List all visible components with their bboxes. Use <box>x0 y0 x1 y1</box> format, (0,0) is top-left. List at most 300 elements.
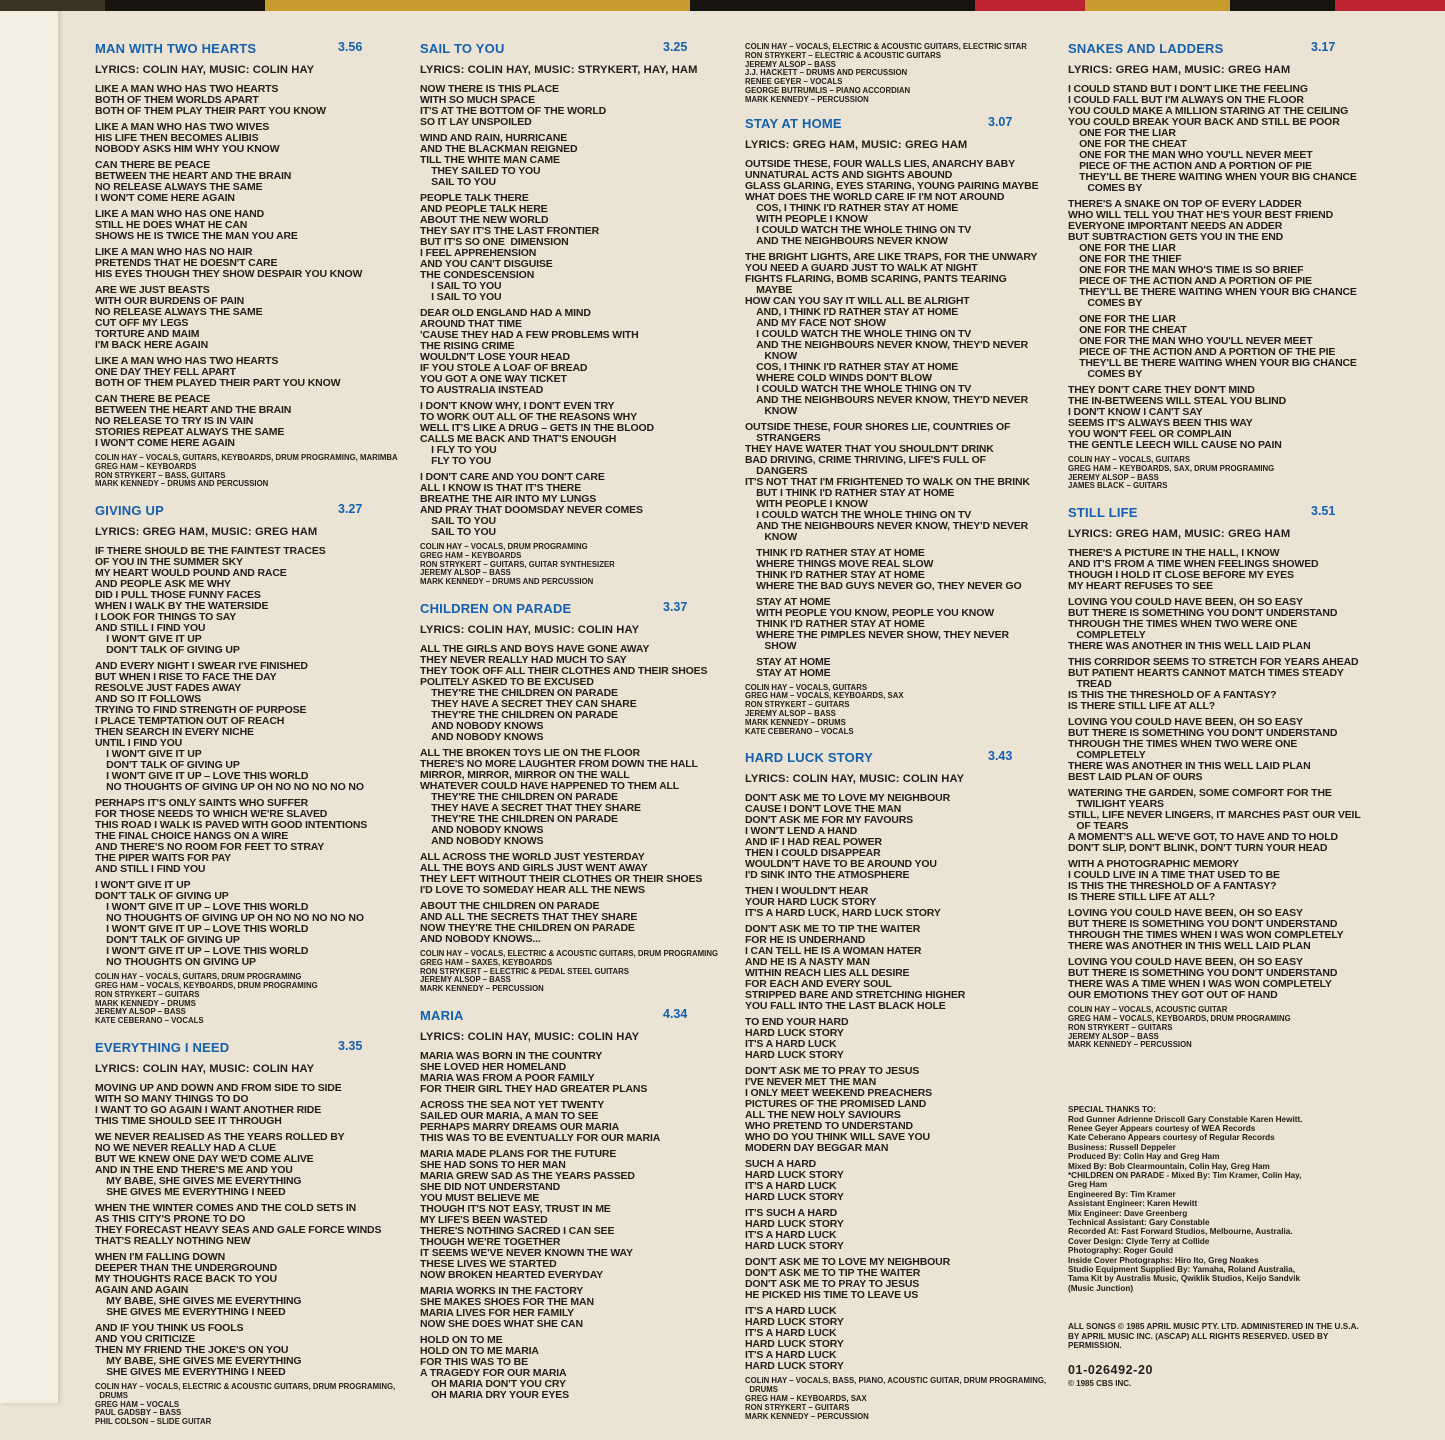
lyric-line: BUT I THINK I'D RATHER STAY AT HOME <box>745 486 955 499</box>
lyric-line: YOU COULD MAKE A MILLION STARING AT THE CEILING <box>1068 105 1349 117</box>
lyric-line: NO THOUGHTS ON GIVING UP <box>95 956 256 969</box>
lyric-line: WHO DO YOU THINK WILL SAVE YOU <box>745 1131 930 1144</box>
lyric-line: MY HEART REFUSES TO SEE <box>1068 580 1213 593</box>
lyric-line: THIS WAS TO BE EVENTUALLY FOR OUR MARIA <box>420 1131 661 1144</box>
lyric-line: THE FINAL CHOICE HANGS ON A WIRE <box>95 830 289 843</box>
credit-line: JAMES BLACK – GUITARS <box>1068 481 1168 491</box>
musician-credits <box>420 543 734 587</box>
lyric-line: DON'T TALK OF GIVING UP <box>95 890 229 903</box>
note-line: Engineered By: Tim Kramer <box>1068 1189 1176 1199</box>
lyric-line: THINK I'D RATHER STAY AT HOME <box>745 617 925 630</box>
lyric-line: THROUGH THE TIMES WHEN TWO WERE ONE <box>1068 618 1298 631</box>
lyric-line: BETWEEN THE HEART AND THE BRAIN <box>95 404 292 416</box>
credit-line: JEREMY ALSOP – BASS <box>1068 1031 1159 1041</box>
lyric-line: WITHIN REACH LIES ALL DESIRE <box>745 967 910 980</box>
lyric-line: POLITELY ASKED TO BE EXCUSED <box>420 675 594 688</box>
lyric-line: THERE WAS ANOTHER IN THIS WELL LAID PLAN <box>1068 940 1311 953</box>
credit-line: MARK KENNEDY – DRUMS AND PERCUSSION <box>420 577 594 587</box>
credit-line: COLIN HAY – VOCALS, ELECTRIC & ACOUSTIC GUITARS, DRUM PROGRAMING, <box>95 1381 396 1391</box>
note-line: Renee Geyer Appears courtesy of WEA Records <box>1068 1123 1256 1133</box>
song-header <box>95 40 409 58</box>
lyric-line: DON'T ASK ME TO PRAY TO JESUS <box>745 1278 920 1291</box>
lyric-line: THEN SEARCH IN EVERY NICHE <box>95 726 254 739</box>
credit-line: DRUMS <box>745 1385 778 1395</box>
credit-line: JEREMY ALSOP – BASS <box>420 568 511 578</box>
lyric-line: WELL IT'S LIKE A DRUG – GETS IN THE BLOOD <box>420 422 654 434</box>
note-line: Cover Design: Clyde Terry at Collide <box>1068 1236 1210 1246</box>
lyric-line: LOVING YOU COULD HAVE BEEN, OH SO EASY <box>1068 596 1303 609</box>
lyric-line: WHEN I'M FALLING DOWN <box>95 1250 225 1263</box>
lyric-line: I WON'T GIVE IT UP – LOVE THIS WORLD <box>95 923 309 936</box>
lyric-line: OUTSIDE THESE, FOUR SHORES LIE, COUNTRIES OF <box>745 420 1011 433</box>
verse <box>420 901 734 945</box>
note-line: SPECIAL THANKS TO: <box>1068 1105 1156 1115</box>
verse <box>95 84 409 117</box>
lyric-line: WITH OUR BURDENS OF PAIN <box>95 295 245 307</box>
lyric-line: AND HE IS A NASTY MAN <box>745 956 870 969</box>
lyric-line: THAT'S REALLY NOTHING NEW <box>95 1234 251 1247</box>
lyric-line: WITH SO MUCH SPACE <box>420 94 535 106</box>
lyric-line: YOU WON'T FEEL OR COMPLAIN <box>1068 428 1232 440</box>
lyric-line: SUCH A HARD <box>745 1158 817 1171</box>
song-section <box>420 600 734 994</box>
lyric-line: AND ALL THE SECRETS THAT THEY SHARE <box>420 910 638 923</box>
song-header <box>745 115 1063 133</box>
lyric-line: I COULD WATCH THE WHOLE THING ON TV <box>745 223 972 236</box>
lyric-line: HE PICKED HIS TIME TO LEAVE US <box>745 1289 919 1302</box>
lyric-line: OH MARIA DON'T YOU CRY <box>420 1377 566 1390</box>
credit-line: COLIN HAY – VOCALS, ACOUSTIC GUITAR <box>1068 1005 1228 1015</box>
lyric-line: WIND AND RAIN, HURRICANE <box>420 132 568 144</box>
lyric-line: IT'S A HARD LUCK <box>745 1349 837 1362</box>
song-section <box>420 40 734 587</box>
lyric-line: I WON'T COME HERE AGAIN <box>95 192 235 204</box>
lyric-line: ALL THE NEW HOLY SAVIOURS <box>745 1109 901 1122</box>
lyric-line: AND STILL I FIND YOU <box>95 863 206 876</box>
lyric-line: THEN MY FRIEND THE JOKE'S ON YOU <box>95 1343 289 1356</box>
lyric-line: AND NOBODY KNOWS <box>420 730 544 743</box>
lyric-line: AND SO IT FOLLOWS <box>95 693 201 706</box>
lyric-line: THEY'RE THE CHILDREN ON PARADE <box>420 812 618 825</box>
song-title: STILL LIFE <box>1068 505 1138 521</box>
lyric-line: AND EVERY NIGHT I SWEAR I'VE FINISHED <box>95 660 308 673</box>
lyric-line: HOLD ON TO ME <box>420 1333 503 1346</box>
musician-credits <box>1068 456 1394 491</box>
lyric-line: ACROSS THE SEA NOT YET TWENTY <box>420 1098 605 1111</box>
song-duration: 3.25 <box>663 40 688 54</box>
credit-line: GREG HAM – KEYBOARDS <box>95 461 197 471</box>
credit-line: JEREMY ALSOP – BASS <box>745 59 836 69</box>
lyric-line: SO IT LAY UNSPOILED <box>420 116 532 128</box>
lyric-line: WE NEVER REALISED AS THE YEARS ROLLED BY <box>95 1130 345 1143</box>
lyric-line: NO WE NEVER REALLY HAD A CLUE <box>95 1141 276 1154</box>
lyric-line: DON'T ASK ME TO TIP THE WAITER <box>745 923 921 936</box>
credit-line: RON STRYKERT – ELECTRIC & PEDAL STEEL GUITARS <box>420 966 629 976</box>
lyric-line: NO RELEASE ALWAYS THE SAME <box>95 181 263 193</box>
lyric-line: DON'T ASK ME TO LOVE MY NEIGHBOUR <box>745 1256 951 1269</box>
lyric-line: STILL, LIFE NEVER LINGERS, IT MARCHES PAST OUR VEIL <box>1068 809 1361 822</box>
song-title: MARIA <box>420 1007 464 1023</box>
note-line: Photography: Roger Gould <box>1068 1246 1174 1256</box>
lyric-line: HOLD ON TO ME MARIA <box>420 1344 539 1357</box>
lyric-line: UNNATURAL ACTS AND SIGHTS ABOUND <box>745 168 953 181</box>
credit-line: COLIN HAY – VOCALS, GUITARS, KEYBOARDS, DRUM PROGRAMING, MARIMBA <box>95 453 398 462</box>
lyric-line: I ONLY MEET WEEKEND PREACHERS <box>745 1087 933 1100</box>
lyric-line: NOW SHE DOES WHAT SHE CAN <box>420 1317 583 1330</box>
lyric-line: WITH PEOPLE I KNOW <box>745 497 868 510</box>
verse <box>95 247 409 280</box>
lyric-line: I WON'T GIVE IT UP – LOVE THIS WORLD <box>95 770 309 783</box>
verse <box>745 159 1063 247</box>
song-header <box>420 600 734 618</box>
lyric-line: I COULD WATCH THE WHOLE THING ON TV <box>745 327 972 340</box>
lyric-line: UNTIL I FIND YOU <box>95 737 183 750</box>
lyric-line: HARD LUCK STORY <box>745 1316 844 1329</box>
credit-line: RON STRYKERT – GUITARS <box>745 1402 850 1412</box>
lyric-line: YOU NEED A GUARD JUST TO WALK AT NIGHT <box>745 261 978 274</box>
verse <box>420 748 734 847</box>
lyric-line: THEY'RE THE CHILDREN ON PARADE <box>420 790 618 803</box>
note-line: PERMISSION. <box>1068 1341 1122 1351</box>
lyric-line: MY BABE, SHE GIVES ME EVERYTHING <box>95 1354 302 1367</box>
note-line: Produced By: Colin Hay and Greg Ham <box>1068 1152 1220 1162</box>
lyric-line: AND THE NEIGHBOURS NEVER KNOW, THEY'D NEVER <box>745 338 1029 351</box>
lyric-line: KNOW <box>745 530 798 543</box>
credit-line: MARK KENNEDY – PERCUSSION <box>745 94 869 104</box>
credit-line: GREG HAM – VOCALS, KEYBOARDS, DRUM PROGRAMING <box>95 980 318 990</box>
lyric-line: IT SEEMS WE'VE NEVER KNOWN THE WAY <box>420 1246 633 1259</box>
lyric-line: OF YOU IN THE SUMMER SKY <box>95 556 243 569</box>
note-line: Studio Equipment Supplied By: Yamaha, Roland Australia, <box>1068 1265 1296 1275</box>
song-byline: LYRICS: COLIN HAY, MUSIC: COLIN HAY <box>420 623 640 636</box>
lyric-line: OH MARIA DRY YOUR EYES <box>420 1388 569 1401</box>
verse <box>95 546 409 656</box>
lyric-line: AROUND THAT TIME <box>420 318 522 330</box>
credit-line: MARK KENNEDY – DRUMS <box>745 717 846 727</box>
note-line: Kate Ceberano Appears courtesy of Regular Records <box>1068 1133 1275 1143</box>
lyric-line: FOR THEIR GIRL THEY HAD GREATER PLANS <box>420 1082 648 1095</box>
verse <box>95 285 409 351</box>
verse <box>420 1051 734 1095</box>
lyric-line: ONE FOR THE MAN WHO YOU'LL NEVER MEET <box>1068 149 1313 161</box>
verse <box>745 1257 1063 1301</box>
song-title: STAY AT HOME <box>745 115 842 131</box>
musician-credits <box>1068 1006 1394 1050</box>
lyric-line: MARIA LIVES FOR HER FAMILY <box>420 1306 575 1319</box>
credit-line: COLIN HAY – VOCALS, BASS, PIANO, ACOUSTIC GUITAR, DRUM PROGRAMING, <box>745 1376 1047 1386</box>
lyric-line: TORTURE AND MAIM <box>95 328 200 340</box>
lyric-line: THERE WAS A TIME WHEN I WAS WON COMPLETELY <box>1068 978 1332 991</box>
song-title: SAIL TO YOU <box>420 41 505 56</box>
lyric-line: WHAT DOES THE WORLD CARE IF I'M NOT AROUND <box>745 190 1005 203</box>
lyric-line: SHE GIVES ME EVERYTHING I NEED <box>95 1365 286 1378</box>
lyrics-column <box>745 40 1063 1434</box>
lyric-line: BETWEEN THE HEART AND THE BRAIN <box>95 170 292 182</box>
note-line: Tama Kit by Australis Music, Qwiklik Studios, Keijo Sandvik <box>1068 1274 1301 1284</box>
lyric-line: NOW BROKEN HEARTED EVERYDAY <box>420 1268 604 1281</box>
lyric-line: I WON'T GIVE IT UP – LOVE THIS WORLD <box>95 901 309 914</box>
song-duration: 3.37 <box>663 599 688 614</box>
credit-line: MARK KENNEDY – DRUMS AND PERCUSSION <box>95 479 269 489</box>
song-duration: 3.35 <box>338 1038 363 1053</box>
song-header <box>95 1039 409 1057</box>
lyric-line: FOR HE IS UNDERHAND <box>745 934 866 947</box>
lyric-line: THEY NEVER REALLY HAD MUCH TO SAY <box>420 653 627 666</box>
lyric-line: STAY AT HOME <box>745 655 831 668</box>
lyric-line: FOR THIS WAS TO BE <box>420 1355 528 1368</box>
lyric-line: BOTH OF THEM PLAY THEIR PART YOU KNOW <box>95 105 326 117</box>
lyric-line: HIS EYES THOUGH THEY SHOW DESPAIR YOU KNOW <box>95 268 363 280</box>
lyric-line: THE GENTLE LEECH WILL CAUSE NO PAIN <box>1068 439 1282 451</box>
note-line: ALL SONGS © 1985 APRIL MUSIC PTY. LTD. ADMINISTERED IN THE U.S.A. <box>1068 1322 1359 1331</box>
credit-line: COLIN HAY – VOCALS, GUITARS <box>745 682 868 692</box>
verse <box>745 657 1063 679</box>
verse <box>745 1306 1063 1372</box>
lyric-line: HARD LUCK STORY <box>745 1360 844 1373</box>
lyric-line: IT'S A HARD LUCK <box>745 1038 837 1051</box>
lyric-line: TRYING TO FIND STRENGTH OF PURPOSE <box>95 704 307 717</box>
lyric-line: THIS CORRIDOR SEEMS TO STRETCH FOR YEARS AHEAD <box>1068 656 1359 669</box>
note-line: *CHILDREN ON PARADE - Mixed By: Tim Kramer, Colin Hay, <box>1068 1171 1302 1181</box>
song-section <box>1068 504 1394 1050</box>
catalog-number: 01-026492-20 <box>1068 1362 1154 1377</box>
credit-line: COLIN HAY – VOCALS, ELECTRIC & ACOUSTIC GUITARS, DRUM PROGRAMING <box>420 948 719 958</box>
lyric-line: DID I PULL THOSE FUNNY FACES <box>95 589 261 602</box>
lyric-line: FLY TO YOU <box>420 455 492 467</box>
lyric-line: WITH SO MANY THINGS TO DO <box>95 1092 249 1105</box>
lyric-line: AND NOBODY KNOWS <box>420 834 544 847</box>
verse <box>95 122 409 155</box>
lyric-line: CAN THERE BE PEACE <box>95 159 211 171</box>
lyric-line: BAD DRIVING, CRIME THRIVING, LIFE'S FULL OF <box>745 453 986 466</box>
lyric-line: I WON'T COME HERE AGAIN <box>95 437 235 449</box>
lyric-line: I WON'T GIVE IT UP <box>95 633 202 646</box>
lyric-line: THE IN-BETWEENS WILL STEAL YOU BLIND <box>1068 395 1287 407</box>
lyric-line: PERHAPS IT'S ONLY SAINTS WHO SUFFER <box>95 797 309 810</box>
lyric-line: IT'S A HARD LUCK <box>745 1180 837 1193</box>
lyric-line: AND IT'S FROM A TIME WHEN FEELINGS SHOWED <box>1068 558 1319 571</box>
note-line: BY APRIL MUSIC INC. (ASCAP) ALL RIGHTS RESERVED. USED BY <box>1068 1331 1329 1341</box>
lyric-line: AND PEOPLE ASK ME WHY <box>95 578 231 591</box>
lyric-line: ONE FOR THE THIEF <box>1068 253 1182 265</box>
lyric-line: FOR THOSE NEEDS TO WHICH WE'RE SLAVED <box>95 808 328 821</box>
verse <box>745 1066 1063 1154</box>
lyric-line: A TRAGEDY FOR OUR MARIA <box>420 1366 567 1379</box>
lyric-line: CUT OFF MY LEGS <box>95 317 189 329</box>
credit-line: COLIN HAY – VOCALS, GUITARS <box>1068 455 1191 464</box>
lyric-line: TILL THE WHITE MAN CAME <box>420 154 560 166</box>
lyric-line: LIKE A MAN WHO HAS TWO WIVES <box>95 121 270 133</box>
lyric-line: NO THOUGHTS OF GIVING UP OH NO NO NO NO NO <box>95 781 364 794</box>
lyric-line: AND YOU CAN'T DISGUISE <box>420 258 553 270</box>
verse <box>1068 657 1394 712</box>
lyric-line: DEEPER THAN THE UNDERGROUND <box>95 1261 278 1274</box>
credit-line: RON STRYKERT – ELECTRIC & ACOUSTIC GUITARS <box>745 50 941 60</box>
lyric-line: COMES BY <box>1068 182 1143 194</box>
song-duration: 3.07 <box>988 114 1013 129</box>
lyric-line: HARD LUCK STORY <box>745 1338 844 1351</box>
lyric-line: MARIA WAS FROM A POOR FAMILY <box>420 1071 595 1084</box>
lyric-line: BUT THERE IS SOMETHING YOU DON'T UNDERSTAND <box>1068 607 1338 620</box>
lyric-line: STAY AT HOME <box>745 666 831 679</box>
note-line: Mixed By: Bob Clearmountain, Colin Hay, Greg Ham <box>1068 1161 1270 1171</box>
song-byline: LYRICS: COLIN HAY, MUSIC: COLIN HAY <box>95 64 315 76</box>
lyric-line: THEY LEFT WITHOUT THEIR CLOTHES OR THEIR SHOES <box>420 872 703 885</box>
lyrics-column <box>95 40 409 1440</box>
lyric-line: LIKE A MAN WHO HAS TWO HEARTS <box>95 83 279 95</box>
lyric-line: THEY DON'T CARE THEY DON'T MIND <box>1068 384 1255 396</box>
lyric-line: I'D LOVE TO SOMEDAY HEAR ALL THE NEWS <box>420 883 645 896</box>
lyric-line: PIECE OF THE ACTION AND A PORTION OF THE PIE <box>1068 346 1336 358</box>
lyric-line: COMPLETELY <box>1068 749 1146 762</box>
lyric-line: LIKE A MAN WHO HAS TWO HEARTS <box>95 355 279 367</box>
lyric-line: WHATEVER COULD HAVE HAPPENED TO THEM ALL <box>420 779 680 792</box>
lyric-line: CAN THERE BE PEACE <box>95 393 211 405</box>
verse <box>1068 84 1394 194</box>
verse <box>745 793 1063 881</box>
verse <box>420 193 734 303</box>
lyric-line: NOW THEY'RE THE CHILDREN ON PARADE <box>420 921 635 934</box>
credit-line: J.J. HACKETT – DRUMS AND PERCUSSION <box>745 68 908 78</box>
lyric-line: BOTH OF THEM WORLDS APART <box>95 94 259 106</box>
lyric-line: YOU FALL INTO THE LAST BLACK HOLE <box>745 1000 946 1013</box>
song-title: MAN WITH TWO HEARTS <box>95 41 257 56</box>
lyric-line: THOUGH WE'RE TOGETHER <box>420 1235 561 1248</box>
lyric-line: THEY FORECAST HEAVY SEAS AND GALE FORCE WINDS <box>95 1223 382 1236</box>
lyric-line: COMES BY <box>1068 368 1143 380</box>
musician-credits <box>95 973 409 1026</box>
lyric-line: MY BABE, SHE GIVES ME EVERYTHING <box>95 1294 302 1307</box>
lyric-line: STRANGERS <box>745 431 821 444</box>
lyric-line: YOUR HARD LUCK STORY <box>745 896 877 909</box>
lyric-line: BOTH OF THEM PLAYED THEIR PART YOU KNOW <box>95 377 341 389</box>
song-duration: 3.51 <box>1311 504 1336 519</box>
verse <box>95 1083 409 1127</box>
lyric-line: HIS LIFE THEN BECOMES ALIBIS <box>95 132 259 144</box>
lyric-line: AND STILL I FIND YOU <box>95 622 206 635</box>
lyric-line: MY HEART WOULD POUND AND RACE <box>95 567 287 580</box>
verse <box>745 597 1063 652</box>
lyric-line: 'CAUSE THEY HAD A FEW PROBLEMS WITH <box>420 329 639 341</box>
lyric-line: MARIA WAS BORN IN THE COUNTRY <box>420 1049 603 1062</box>
lyric-line: A MOMENT'S ALL WE'VE GOT, TO HAVE AND TO HOLD <box>1068 831 1338 844</box>
lyric-line: OUR EMOTIONS THEY GOT OUT OF HAND <box>1068 989 1278 1002</box>
verse <box>1068 385 1394 451</box>
note-line: Assistant Engineer: Karen Hewitt <box>1068 1199 1198 1209</box>
lyric-line: THIS TIME SHOULD SEE IT THROUGH <box>95 1114 282 1127</box>
verse <box>95 356 409 389</box>
credit-line: GREG HAM – VOCALS, KEYBOARDS, SAX <box>745 691 904 701</box>
lyric-line: HARD LUCK STORY <box>745 1240 844 1253</box>
lyric-line: ALL ACROSS THE WORLD JUST YESTERDAY <box>420 850 645 863</box>
lyric-line: THE PIPER WAITS FOR PAY <box>95 852 231 865</box>
lyric-line: DON'T TALK OF GIVING UP <box>95 644 240 657</box>
lyric-line: CALLS ME BACK AND THAT'S ENOUGH <box>420 433 617 445</box>
lyric-line: AND THE NEIGHBOURS NEVER KNOW, THEY'D NEVER <box>745 393 1029 406</box>
lyric-line: I'VE NEVER MET THE MAN <box>745 1076 877 1089</box>
lyric-line: THEY HAVE WATER THAT YOU SHOULDN'T DRINK <box>745 442 994 455</box>
musician-credits <box>95 1383 409 1427</box>
verse <box>1068 199 1394 309</box>
verse <box>1068 859 1394 903</box>
credit-line: GREG HAM – KEYBOARDS <box>420 550 522 560</box>
verse <box>745 924 1063 1012</box>
lyric-line: YOU GOT A ONE WAY TICKET <box>420 373 567 385</box>
lyric-line: EVERYONE IMPORTANT NEEDS AN ADDER <box>1068 220 1283 232</box>
lyric-line: THOUGH IT'S NOT EASY, TRUST IN ME <box>420 1202 611 1215</box>
note-line: Business: Russell Deppeler <box>1068 1142 1176 1152</box>
credit-line: KATE CEBERANO – VOCALS <box>745 726 854 736</box>
song-section <box>95 502 409 1026</box>
lyric-line: THEY'LL BE THERE WAITING WHEN YOUR BIG CHANCE <box>1068 357 1357 369</box>
lyric-line: I WON'T LEND A HAND <box>745 825 858 838</box>
lyric-line: SHE DID NOT UNDERSTAND <box>420 1180 561 1193</box>
lyric-line: DANGERS <box>745 464 808 477</box>
lyric-line: AND PEOPLE TALK HERE <box>420 203 548 215</box>
lyric-line: NO THOUGHTS OF GIVING UP OH NO NO NO NO NO <box>95 912 364 925</box>
lyric-line: MY BABE, SHE GIVES ME EVERYTHING <box>95 1174 302 1187</box>
lyric-line: TWILIGHT YEARS <box>1068 798 1164 811</box>
credit-line: GREG HAM – KEYBOARDS, SAX <box>745 1393 867 1403</box>
lyric-line: YOU COULD BREAK YOUR BACK AND STILL BE POOR <box>1068 116 1340 128</box>
lyric-line: WOULDN'T LOSE YOUR HEAD <box>420 351 570 363</box>
lyric-line: THEY SAY IT'S THE LAST FRONTIER <box>420 225 600 237</box>
lyric-line: PIECE OF THE ACTION AND A PORTION OF PIE <box>1068 160 1312 172</box>
verse <box>420 1286 734 1330</box>
lyric-line: NOW THERE IS THIS PLACE <box>420 83 559 95</box>
lyric-line: BUT THERE IS SOMETHING YOU DON'T UNDERSTAND <box>1068 918 1338 931</box>
lyric-line: DON'T ASK ME FOR MY FAVOURS <box>745 814 914 827</box>
lyric-line: AGAIN AND AGAIN <box>95 1283 189 1296</box>
credit-line: RON STRYKERT – GUITARS, GUITAR SYNTHESIZER <box>420 559 615 569</box>
lyric-line: THESE LIVES WE STARTED <box>420 1257 557 1270</box>
lyric-line: DON'T ASK ME TO LOVE MY NEIGHBOUR <box>745 792 951 805</box>
lyric-line: THEY'RE THE CHILDREN ON PARADE <box>420 708 618 721</box>
song-title: GIVING UP <box>95 503 164 519</box>
lyric-line: BUT WHEN I RISE TO FACE THE DAY <box>95 671 277 684</box>
lyric-line: STILL HE DOES WHAT HE CAN <box>95 219 248 231</box>
lyric-line: I COULD LIVE IN A TIME THAT USED TO BE <box>1068 869 1280 882</box>
song-section <box>95 40 409 489</box>
verse <box>95 209 409 242</box>
lyric-line: I COULD WATCH THE WHOLE THING ON TV <box>745 508 972 521</box>
lyric-line: ONE FOR THE CHEAT <box>1068 324 1187 336</box>
lyric-line: IT'S A HARD LUCK <box>745 1327 837 1340</box>
verse <box>420 1149 734 1281</box>
lyric-line: BUT PATIENT HEARTS CANNOT MATCH TIMES STEADY <box>1068 667 1344 680</box>
verse <box>420 1100 734 1144</box>
lyric-line: ALL THE BOYS AND GIRLS JUST WENT AWAY <box>420 861 648 874</box>
musician-credits <box>95 454 409 489</box>
lyrics-column <box>1068 40 1394 1293</box>
lyric-line: HARD LUCK STORY <box>745 1169 844 1182</box>
credit-line: RON STRYKERT – GUITARS <box>95 989 200 999</box>
lyric-line: THERE WAS ANOTHER IN THIS WELL LAID PLAN <box>1068 640 1311 653</box>
lyric-line: AND THERE'S NO ROOM FOR FEET TO STRAY <box>95 841 325 854</box>
lyric-line: ALL THE GIRLS AND BOYS HAVE GONE AWAY <box>420 642 650 655</box>
lyric-line: AND IN THE END THERE'S ME AND YOU <box>95 1163 293 1176</box>
lyric-line: DON'T ASK ME TO PRAY TO JESUS <box>745 1065 920 1078</box>
note-line: (Music Junction) <box>1068 1283 1134 1293</box>
lyric-line: COMPLETELY <box>1068 629 1146 642</box>
lyric-line: THINK I'D RATHER STAY AT HOME <box>745 568 925 581</box>
lyric-line: DON'T ASK ME TO TIP THE WAITER <box>745 1267 921 1280</box>
lyric-line: THINK I'D RATHER STAY AT HOME <box>745 546 925 559</box>
credit-line: RON STRYKERT – GUITARS <box>745 700 850 710</box>
lyric-line: NO RELEASE TO TRY IS IN VAIN <box>95 415 254 427</box>
credit-line: GREG HAM – VOCALS, KEYBOARDS, DRUM PROGRAMING <box>1068 1013 1291 1023</box>
lyric-line: HARD LUCK STORY <box>745 1049 844 1062</box>
